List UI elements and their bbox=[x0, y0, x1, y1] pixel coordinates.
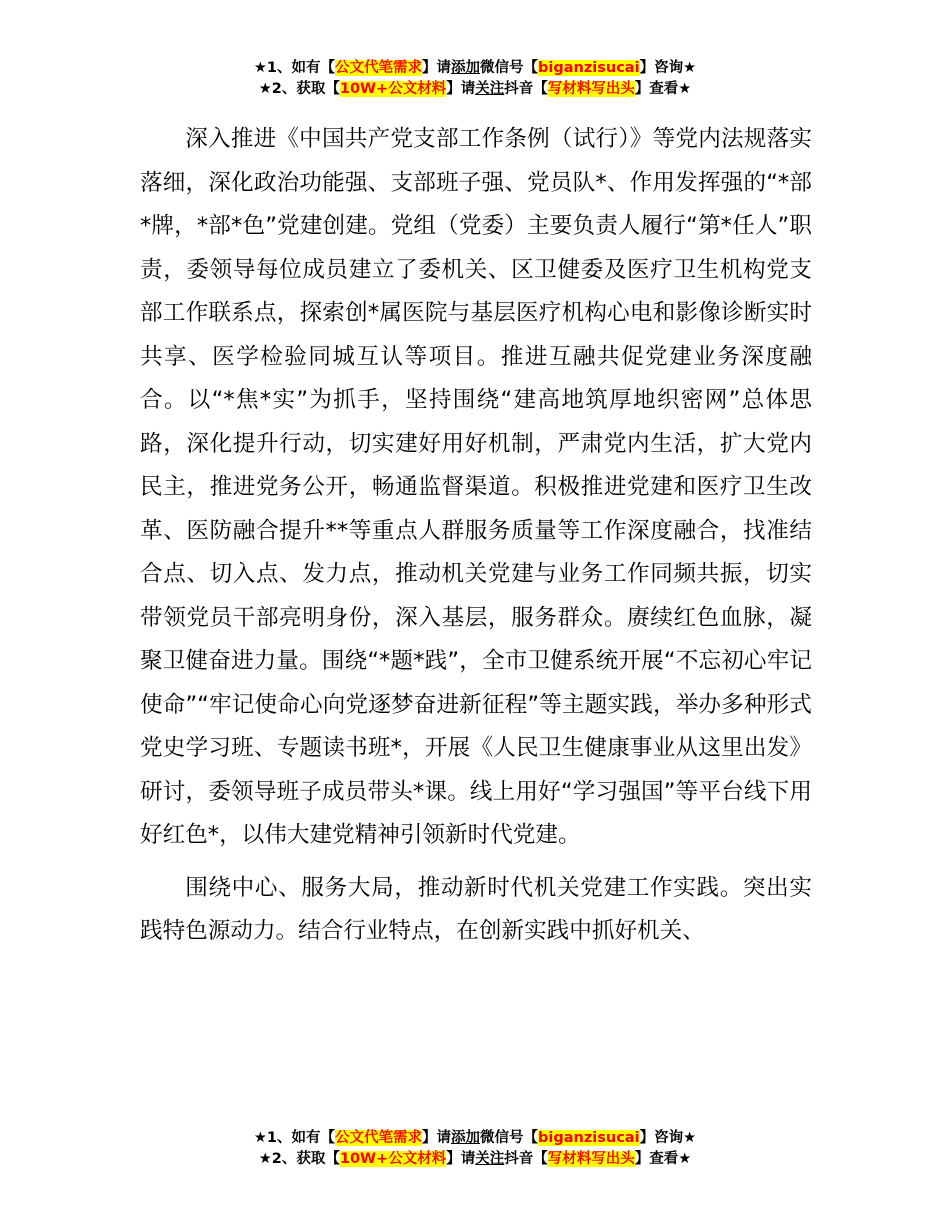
banner-text: 】请 bbox=[422, 60, 452, 76]
banner-text: 】查看★ bbox=[634, 1151, 692, 1167]
banner-highlight: 写材料写出头 bbox=[547, 81, 635, 97]
banner-line-1 bbox=[0, 58, 950, 79]
banner-highlight: biganzisucai bbox=[538, 60, 640, 76]
banner-text: ★2、获取【 bbox=[258, 81, 340, 97]
banner-emphasis: 关注 bbox=[475, 1151, 505, 1167]
banner-highlight: 公文代笔需求 bbox=[335, 60, 423, 76]
header-banner bbox=[0, 58, 950, 100]
banner-text: 】请 bbox=[446, 1151, 476, 1167]
document-body bbox=[140, 118, 812, 954]
banner-text: 抖音【 bbox=[504, 81, 548, 97]
banner-text: 】咨询★ bbox=[639, 60, 697, 76]
banner-emphasis: 添加 bbox=[451, 60, 481, 76]
banner-highlight: 10W+公文材料 bbox=[339, 1151, 447, 1167]
body-paragraph: 深入推进《中国共产党支部工作条例（试行）》等党内法规落实落细，深化政治功能强、支部班子强、党员队*、作用发挥强的“*部*牌，*部*色”党建创建。党组（党委）主要负责人履行“第*任人”职责，委领导每位成员建立了委机关、区卫健委及医疗卫生机构党支部工作联系点，探索创*属医院与基层医疗机构心电和影像诊断实时共享、医学检验同城互认等项目。推进互融共促党建业务深度融合。以“*焦*实”为抓手，坚持围绕“建高地筑厚地织密网”总体思路，深化提升行动，切实建好用好机制，严肃党内生活，扩大党内民主，推进党务公开，畅通监督渠道。积极推进党建和医疗卫生改革、医防融合提升**等重点人群服务质量等工作深度融合，找准结合点、切入点、发力点，推动机关党建与业务工作同频共振，切实带领党员干部亮明身份，深入基层，服务群众。赓续红色血脉，凝聚卫健奋进力量。围绕“*题*践”，全市卫健系统开展“不忘初心牢记使命”“牢记使命心向党逐梦奋进新征程”等主题实践，举办多种形式党史学习班、专题读书班*，开展《人民卫生健康事业从这里出发》研讨，委领导班子成员带头*课。线上用好“学习强国”等平台线下用好红色*，以伟大建党精神引领新时代党建。 bbox=[140, 126, 812, 848]
footer-banner bbox=[0, 1128, 950, 1170]
banner-highlight: 写材料写出头 bbox=[547, 1151, 635, 1167]
banner-text: ★2、获取【 bbox=[258, 1151, 340, 1167]
banner-text: ★1、如有【 bbox=[253, 60, 336, 76]
banner-text: 微信号【 bbox=[480, 1130, 539, 1146]
banner-line-2 bbox=[0, 1149, 950, 1170]
banner-text: ★1、如有【 bbox=[253, 1130, 336, 1146]
banner-highlight: 公文代笔需求 bbox=[335, 1130, 423, 1146]
banner-text: 】请 bbox=[422, 1130, 452, 1146]
banner-text: 抖音【 bbox=[504, 1151, 548, 1167]
banner-text: 】请 bbox=[446, 81, 476, 97]
banner-highlight: biganzisucai bbox=[538, 1130, 640, 1146]
banner-emphasis: 添加 bbox=[451, 1130, 481, 1146]
banner-emphasis: 关注 bbox=[475, 81, 505, 97]
body-paragraph: 围绕中心、服务大局，推动新时代机关党建工作实践。突出实践特色源动力。结合行业特点，在创新实践中抓好机关、 bbox=[140, 874, 812, 944]
banner-text: 】查看★ bbox=[634, 81, 692, 97]
banner-line-1 bbox=[0, 1128, 950, 1149]
banner-text: 微信号【 bbox=[480, 60, 539, 76]
banner-highlight: 10W+公文材料 bbox=[339, 81, 447, 97]
banner-text: 】咨询★ bbox=[639, 1130, 697, 1146]
banner-line-2 bbox=[0, 79, 950, 100]
